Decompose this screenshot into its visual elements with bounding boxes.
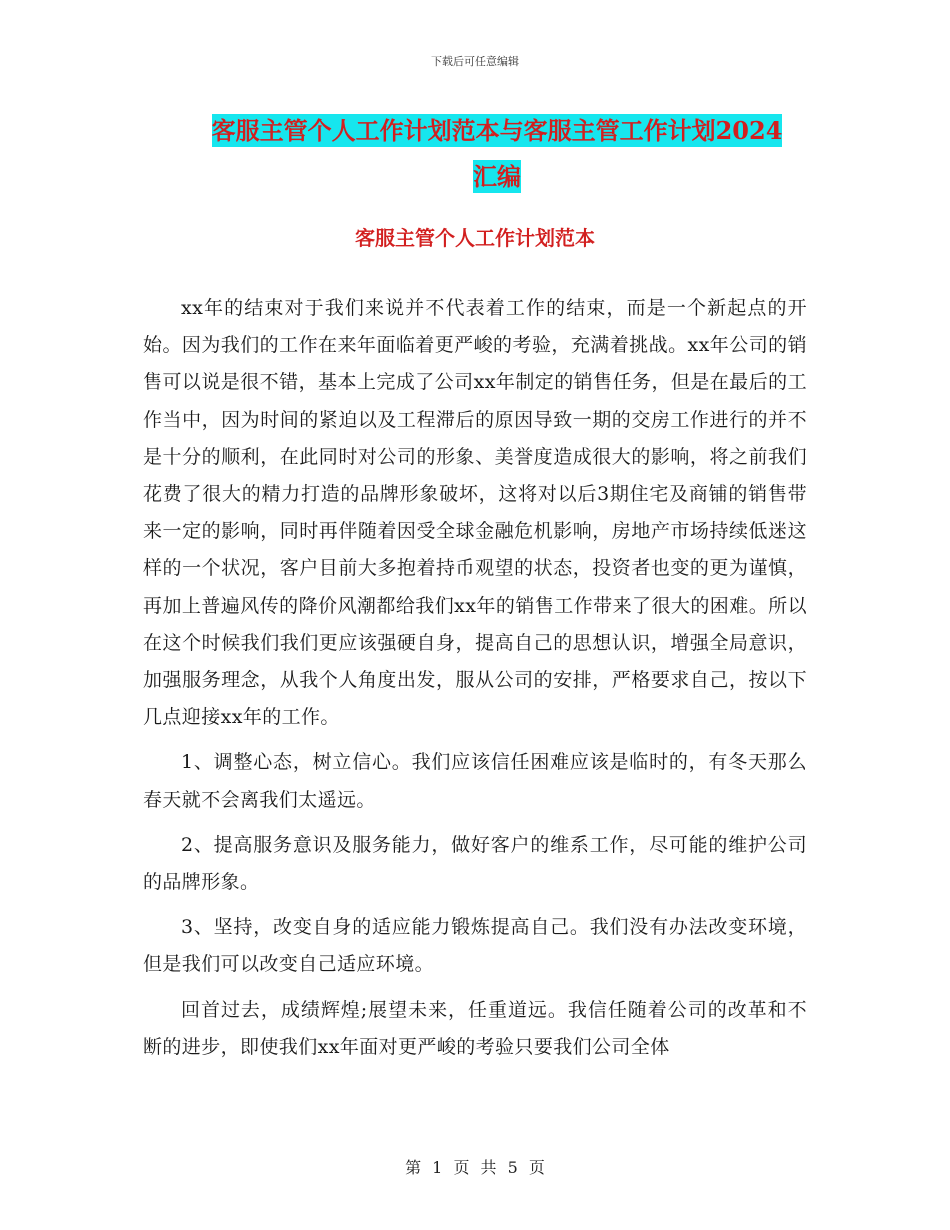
header-note: 下载后可任意编辑 xyxy=(431,55,519,68)
document-title xyxy=(190,108,804,200)
paragraph-point-3: 3、坚持，改变自身的适应能力锻炼提高自己。我们没有办法改变环境，但是我们可以改变自己适应环境。 xyxy=(143,916,807,976)
paragraph-conclusion: 回首过去，成绩辉煌;展望未来，任重道远。我信任随着公司的改革和不断的进步，即使我们xx年面对更严峻的考验只要我们公司全体 xyxy=(143,998,807,1058)
section-title: 客服主管个人工作计划范本 xyxy=(355,226,595,250)
page-footer: 第 1 页 共 5 页 xyxy=(405,1158,545,1177)
document-body xyxy=(143,290,807,1074)
title-line-2: 汇编 xyxy=(473,162,521,191)
paragraph-point-1: 1、调整心态，树立信心。我们应该信任困难应该是临时的，有冬天那么春天就不会离我们太遥远。 xyxy=(143,751,807,811)
paragraph-intro: xx年的结束对于我们来说并不代表着工作的结束，而是一个新起点的开始。因为我们的工作在来年面临着更严峻的考验，充满着挑战。xx年公司的销售可以说是很不错，基本上完成了公司xx年制定的销售任务，但是在最后的工作当中，因为时间的紧迫以及工程滞后的原因导致一期的交房工作进行的并不是十分的顺利，在此同时对公司的形象、美誉度造成很大的影响，将之前我们花费了很大的精力打造的品牌形象破坏，这将对以后3期住宅及商铺的销售带来一定的影响，同时再伴随着因受全球金融危机影响，房地产市场持续低迷这样的一个状况，客户目前大多抱着持币观望的状态，投资者也变的更为谨慎，再加上普遍风传的降价风潮都给我们xx年的销售工作带来了很大的困难。所以在这个时候我们我们更应该强硬自身，提高自己的思想认识，增强全局意识，加强服务理念，从我个人角度出发，服从公司的安排，严格要求自己，按以下几点迎接xx年的工作。 xyxy=(143,297,807,729)
title-line-1: 客服主管个人工作计划范本与客服主管工作计划2024 xyxy=(211,116,783,145)
paragraph-point-2: 2、提高服务意识及服务能力，做好客户的维系工作，尽可能的维护公司的品牌形象。 xyxy=(143,833,807,894)
